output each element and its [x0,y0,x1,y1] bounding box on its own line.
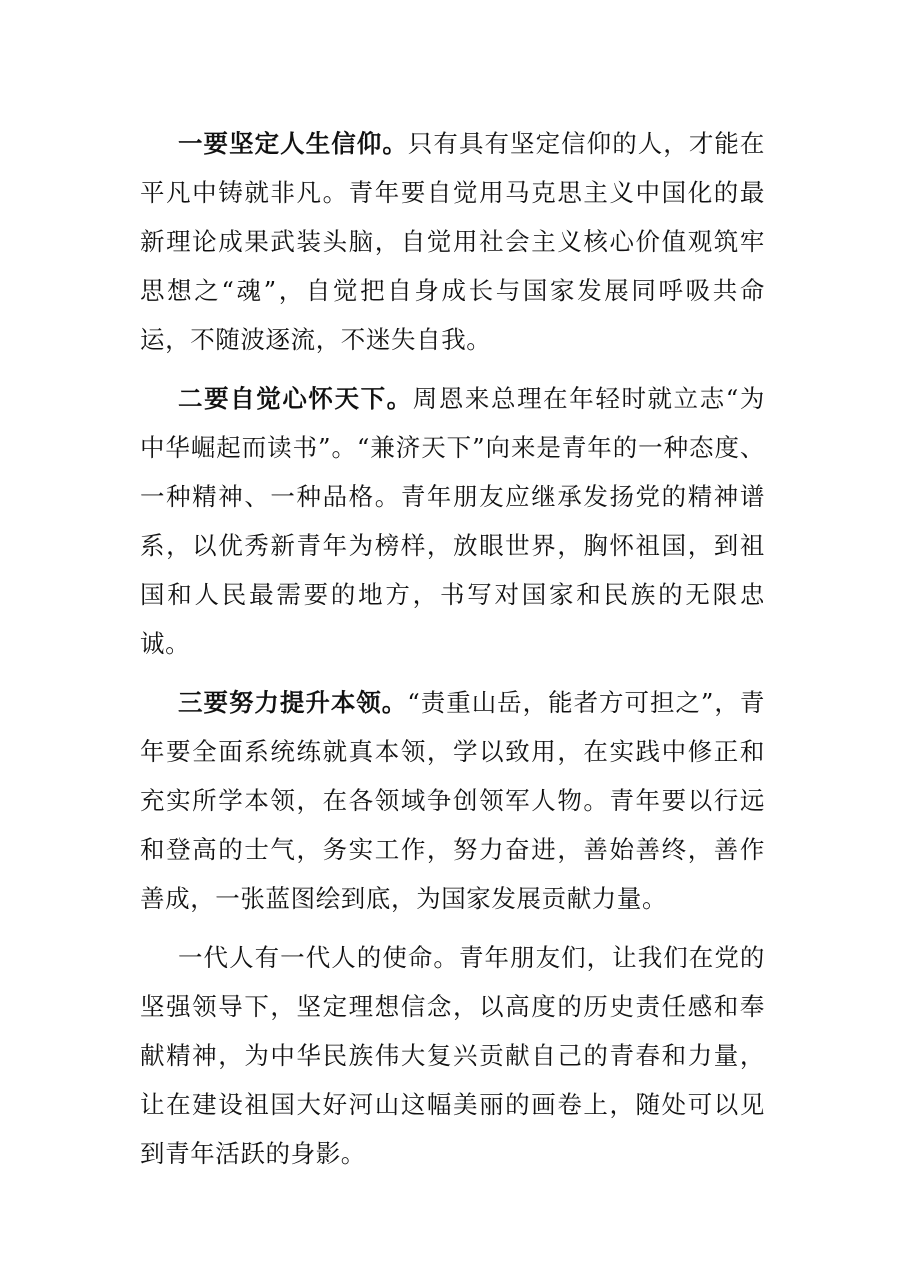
paragraph-1-text: 只有具有坚定信仰的人，才能在平凡中铸就非凡。青年要自觉用马克思主义中国化的最新理论成果武装头脑，自觉用社会主义核心价值观筑牢思想之“魂”，自觉把自身成长与国家发展同呼吸共命运，不随波逐流，不迷失自我。 [140,129,765,354]
document-body [140,119,765,1188]
paragraph-4 [140,933,765,1178]
paragraph-1 [140,119,765,364]
paragraph-3-heading: 三要努力提升本领。 [178,688,408,717]
paragraph-3-text: “责重山岳，能者方可担之”，青年要全面系统练就真本领，学以致用，在实践中修正和充实所学本领，在各领域争创领军人物。青年要以行远和登高的士气，务实工作，努力奋进，善始善终，善作善成，一张蓝图绘到底，为国家发展贡献力量。 [140,688,765,913]
paragraph-2-heading: 二要自觉心怀天下。 [178,384,413,413]
paragraph-4-text: 一代人有一代人的使命。青年朋友们，让我们在党的坚强领导下，坚定理想信念，以高度的历史责任感和奉献精神，为中华民族伟大复兴贡献自己的青春和力量，让在建设祖国大好河山这幅美丽的画卷上，随处可以见到青年活跃的身影。 [140,943,765,1168]
paragraph-3 [140,678,765,923]
paragraph-1-heading: 一要坚定人生信仰。 [178,129,408,158]
paragraph-2 [140,374,765,668]
paragraph-2-text: 周恩来总理在年轻时就立志“为中华崛起而读书”。“兼济天下”向来是青年的一种态度、一种精神、一种品格。青年朋友应继承发扬党的精神谱系，以优秀新青年为榜样，放眼世界，胸怀祖国，到祖国和人民最需要的地方，书写对国家和民族的无限忠诚。 [140,384,765,658]
